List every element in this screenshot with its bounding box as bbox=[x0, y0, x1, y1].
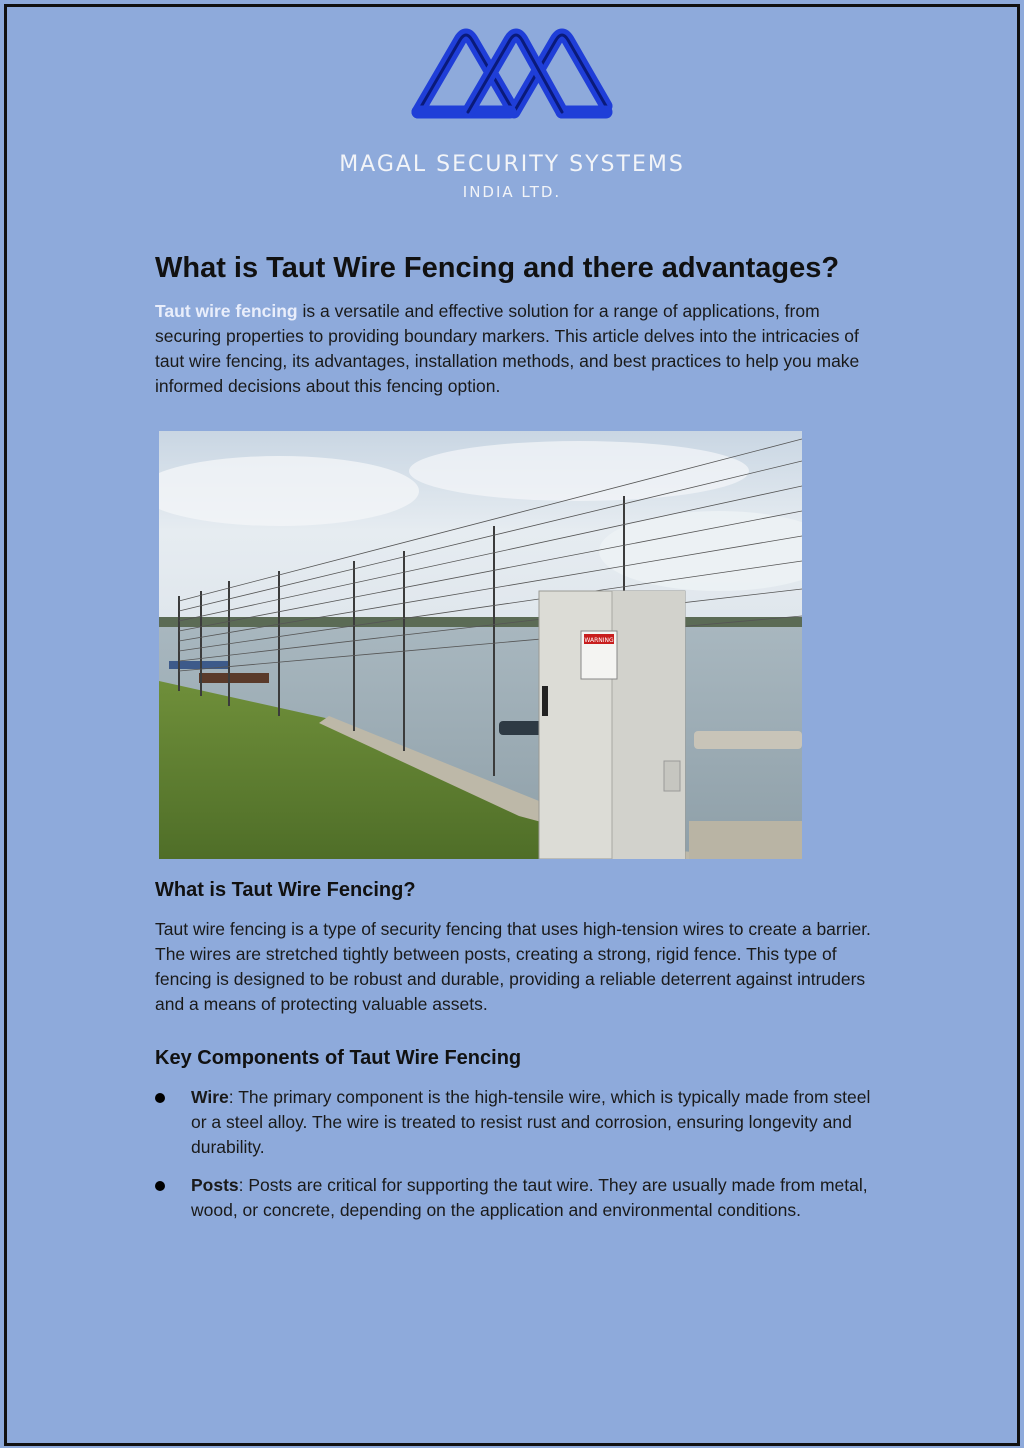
intro-text: is a versatile and effective solution for a range of applications, from securing properties to providing boundary markers. This article delves into the intricacies of taut wire fencing, its advantages, installation methods, and best practices to help you make informed decisions about this fencing option. bbox=[155, 301, 860, 396]
list-item-text: : Posts are critical for supporting the taut wire. They are usually made from metal, wood, or concrete, depending on the application and environmental conditions. bbox=[191, 1175, 868, 1220]
list-item-term: Wire bbox=[191, 1087, 229, 1107]
key-components-list bbox=[155, 1085, 875, 1223]
article-title: What is Taut Wire Fencing and there advantages? bbox=[155, 252, 840, 284]
section-heading-what: What is Taut Wire Fencing? bbox=[155, 879, 416, 901]
list-item bbox=[155, 1085, 875, 1160]
bullet-icon bbox=[155, 1181, 165, 1191]
magal-logo-mark bbox=[402, 18, 622, 130]
bullet-icon bbox=[155, 1093, 165, 1103]
article bbox=[155, 250, 875, 1236]
company-logo bbox=[0, 18, 1024, 201]
taut-wire-fencing-link[interactable]: Taut wire fencing bbox=[155, 301, 298, 321]
section-heading-key-components: Key Components of Taut Wire Fencing bbox=[155, 1047, 522, 1069]
list-item bbox=[155, 1173, 875, 1223]
logo-company-name: MAGAL SECURITY SYSTEMS bbox=[339, 152, 685, 177]
warning-sign: WARNING bbox=[584, 637, 614, 644]
section-body-what: Taut wire fencing is a type of security fencing that uses high-tension wires to create a barrier. The wires are stretched tightly between posts, creating a strong, rigid fence. This type of fencing is designed to be robust and durable, providing a reliable deterrent against intruders and a means of protecting valuable assets. bbox=[155, 919, 871, 1014]
list-item-term: Posts bbox=[191, 1175, 239, 1195]
fence-photo bbox=[159, 431, 802, 859]
logo-company-subname: INDIA LTD. bbox=[462, 183, 562, 201]
list-item-text: : The primary component is the high-tensile wire, which is typically made from steel or a steel alloy. The wire is treated to resist rust and corrosion, ensuring longevity and durability. bbox=[191, 1087, 871, 1157]
intro-paragraph bbox=[155, 299, 875, 399]
